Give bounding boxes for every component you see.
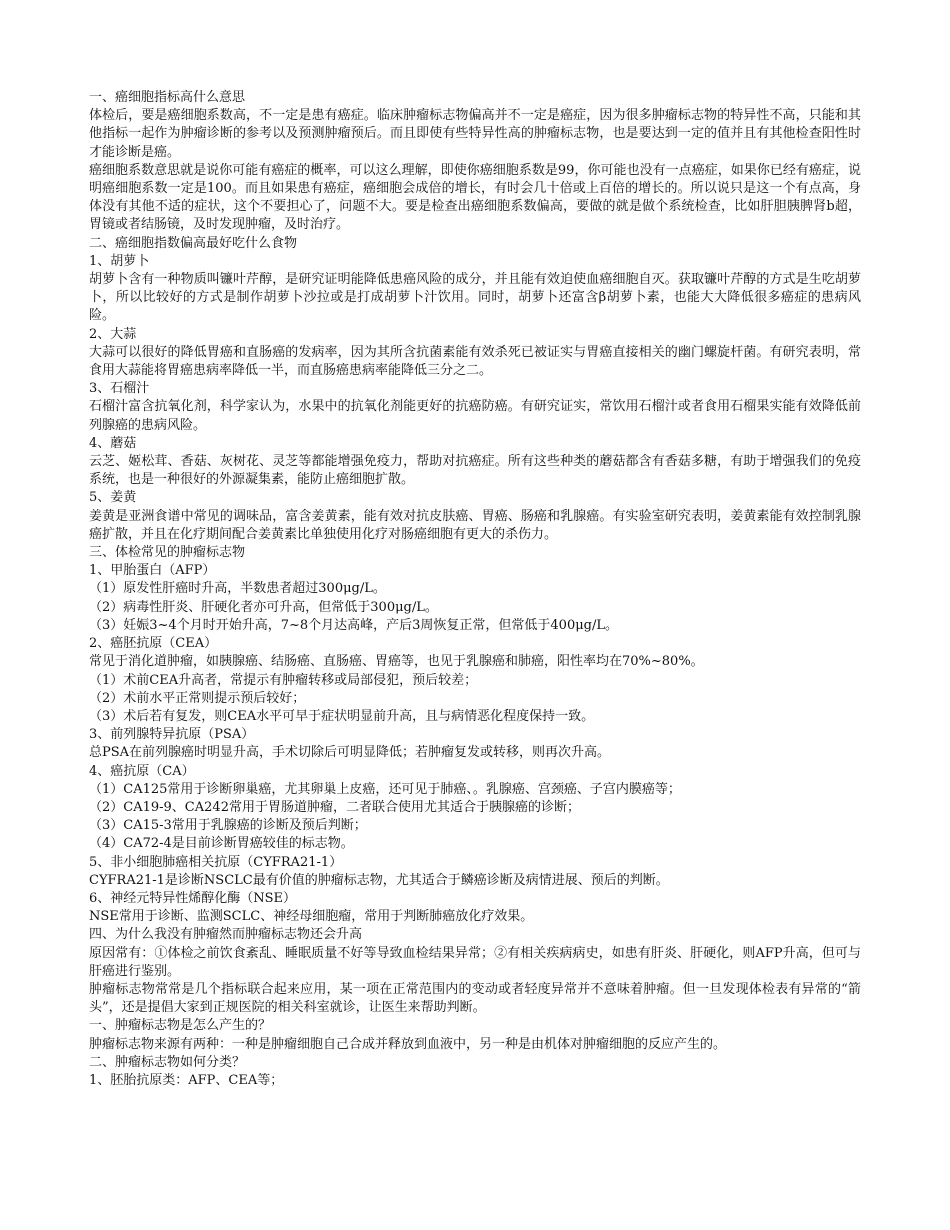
list-item: 1、胚胎抗原类：AFP、CEA等； [89, 1072, 284, 1088]
paragraph: 胡萝卜含有一种物质叫镰叶芹醇，是研究证明能降低患癌风险的成分，并且能有效迫使血癌细胞自灭。获取镰叶芹醇的方式是生吃胡萝卜，所以比较好的方式是制作胡萝卜沙拉或是打成胡萝卜汁饮用。同时，胡萝卜还富含β胡萝卜素，也能大大降低很多癌症的患病风险。 [89, 272, 861, 324]
paragraph: 总PSA在前列腺癌时明显升高，手术切除后可明显降低；若肿瘤复发或转移，则再次升高。 [89, 745, 611, 761]
section-heading: 三、体检常见的肿瘤标志物 [89, 545, 246, 561]
list-item: （4）CA72-4是目前诊断胃癌较佳的标志物。 [89, 836, 354, 852]
section-heading: 四、为什么我没有肿瘤然而肿瘤标志物还会升高 [89, 927, 363, 943]
paragraph: 大蒜可以很好的降低胃癌和直肠癌的发病率，因为其所含抗菌素能有效杀死已被证实与胃癌直接相关的幽门螺旋杆菌。有研究表明，常食用大蒜能将胃癌患病率降低一半，而直肠癌患病率能降低三分之二。 [89, 344, 861, 379]
subheading: 1、甲胎蛋白（AFP） [89, 563, 216, 579]
section-heading: 一、肿瘤标志物是怎么产生的？ [89, 1018, 272, 1034]
paragraph: CYFRA21-1是诊断NSCLC最有价值的肿瘤标志物，尤其适合于鳞癌诊断及病情进展、预后的判断。 [89, 872, 669, 888]
list-item: （2）病毒性肝炎、肝硬化者亦可升高，但常低于300μg/L。 [89, 599, 438, 615]
paragraph: 肿瘤标志物常常是几个指标联合起来应用，某一项在正常范围内的变动或者轻度异常并不意味着肿瘤。但一旦发现体检表有异常的“箭头”，还是提倡大家到正规医院的相关科室就诊，让医生来帮助判断。 [89, 981, 861, 1016]
subheading: 5、姜黄 [89, 490, 137, 506]
subheading: 5、非小细胞肺癌相关抗原（CYFRA21-1） [89, 854, 343, 870]
paragraph: 常见于消化道肿瘤，如胰腺癌、结肠癌、直肠癌、胃癌等，也见于乳腺癌和肺癌，阳性率均在70%~80%。 [89, 654, 704, 670]
subheading: 6、神经元特异性烯醇化酶（NSE） [89, 890, 297, 906]
section-heading: 一、癌细胞指标高什么意思 [89, 90, 246, 105]
subheading: 2、癌胚抗原（CEA） [89, 636, 218, 652]
subheading: 3、石榴汁 [89, 381, 150, 397]
paragraph: 石榴汁富含抗氧化剂，科学家认为，水果中的抗氧化剂能更好的抗癌防癌。有研究证实，常饮用石榴汁或者食用石榴果实能有效降低前列腺癌的患病风险。 [89, 399, 861, 433]
subheading: 4、癌抗原（CA） [89, 763, 195, 779]
paragraph: 云芝、姬松茸、香菇、灰树花、灵芝等都能增强免疫力，帮助对抗癌症。所有这些种类的蘑菇都含有香菇多糖，有助于增强我们的免疫系统，也是一种很好的外源凝集素，能防止癌细胞扩散。 [89, 454, 861, 488]
paragraph: 癌细胞系数意思就是说你可能有癌症的概率，可以这么理解，即使你癌细胞系数是99，你可能也没有一点癌症，如果你已经有癌症，说明癌细胞系数一定是100。而且如果患有癌症，癌细胞会成倍的增长，有时会几十倍或上百倍的增长的。所以说只是这一个有点高，身体没有其他不适的症状，这个不要担心了，问题不大。要是检查出癌细胞系数偏高，要做的就是做个系统检查，比如肝胆胰脾肾b超，胃镜或者结肠镜，及时发现肿瘤，及时治疗。 [89, 162, 861, 233]
list-item: （1）原发性肝癌时升高，半数患者超过300μg/L。 [89, 581, 386, 597]
paragraph: 原因常有：①体检之前饮食紊乱、睡眠质量不好等导致血检结果异常；②有相关疾病病史，如患有肝炎、肝硬化，则AFP升高，但可与肝癌进行鉴别。 [89, 945, 861, 979]
section-heading: 二、肿瘤标志物如何分类？ [89, 1054, 246, 1070]
list-item: （2）术前水平正常则提示预后较好； [89, 690, 306, 706]
subheading: 1、胡萝卜 [89, 253, 150, 269]
list-item: （3）术后若有复发，则CEA水平可早于症状明显前升高，且与病情恶化程度保持一致。 [89, 708, 595, 724]
list-item: （1）CA125常用于诊断卵巢癌，尤其卵巢上皮癌，还可见于肺癌、。乳腺癌、宫颈癌、子宫内膜癌等； [89, 781, 681, 797]
document-body [89, 89, 861, 1090]
list-item: （2）CA19-9、CA242常用于胃肠道肿瘤，二者联合使用尤其适合于胰腺癌的诊断； [89, 799, 580, 815]
subheading: 3、前列腺特异抗原（PSA） [89, 727, 255, 743]
section-heading: 二、癌细胞指数偏高最好吃什么食物 [89, 235, 298, 251]
paragraph: NSE常用于诊断、监测SCLC、神经母细胞瘤，常用于判断肺癌放化疗效果。 [89, 909, 534, 925]
subheading: 4、蘑菇 [89, 435, 137, 451]
paragraph: 肿瘤标志物来源有两种：一种是肿瘤细胞自己合成并释放到血液中，另一种是由机体对肿瘤细胞的反应产生的。 [89, 1036, 727, 1052]
list-item: （3）妊娠3~4个月时开始升高，7~8个月达高峰，产后3周恢复正常，但常低于400μg/L。 [89, 617, 619, 633]
list-item: （3）CA15-3常用于乳腺癌的诊断及预后判断； [89, 818, 367, 834]
paragraph: 姜黄是亚洲食谱中常见的调味品，富含姜黄素，能有效对抗皮肤癌、胃癌、肠癌和乳腺癌。有实验室研究表明，姜黄素能有效控制乳腺癌扩散，并且在化疗期间配合姜黄素比单独使用化疗对肠癌细胞有更大的杀伤力。 [89, 508, 861, 542]
subheading: 2、大蒜 [89, 326, 137, 342]
paragraph: 体检后，要是癌细胞系数高，不一定是患有癌症。临床肿瘤标志物偏高并不一定是癌症，因为很多肿瘤标志物的特异性不高，只能和其他指标一起作为肿瘤诊断的参考以及预测肿瘤预后。而且即使有些特异性高的肿瘤标志物，也是要达到一定的值并且有其他检查阳性时才能诊断是癌。 [89, 108, 861, 160]
list-item: （1）术前CEA升高者，常提示有肿瘤转移或局部侵犯，预后较差； [89, 672, 478, 688]
